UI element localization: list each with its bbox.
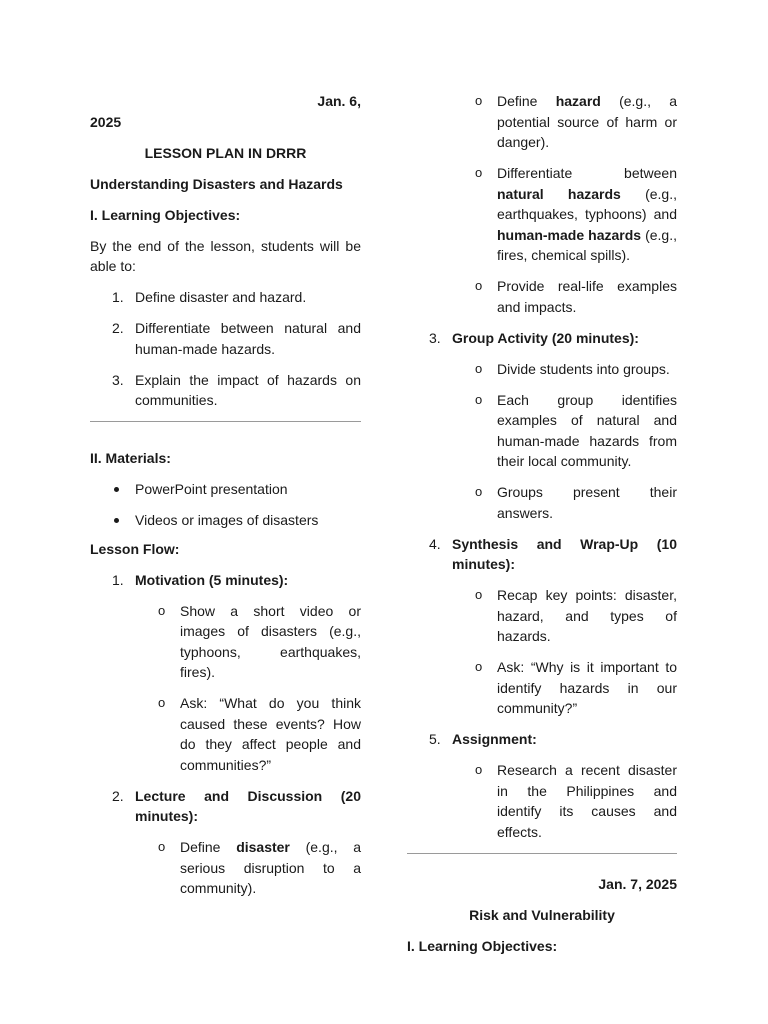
list-number: 5. xyxy=(429,731,441,747)
flow-subitem xyxy=(407,276,677,317)
term-hazard: hazard xyxy=(555,93,601,109)
flow-subitem-text: Recap key points: disaster, hazard, and types of hazards. xyxy=(497,587,677,644)
objective-item xyxy=(90,318,361,359)
circle-bullet-icon: o xyxy=(475,360,483,376)
circle-bullet-icon: o xyxy=(475,587,483,602)
circle-bullet-icon: o xyxy=(475,93,483,108)
flow-subitem-text: Differentiate between natural hazards (e.g., earthquakes, typhoons) and human-made hazards (e.g., fires, chemical spills). xyxy=(497,165,677,263)
flow-subitem xyxy=(90,693,361,775)
objective-text: Explain the impact of hazards on communities. xyxy=(135,371,361,408)
flow-subitem xyxy=(407,163,677,266)
term-natural-hazards: natural hazards xyxy=(497,185,621,202)
objectives-intro: By the end of the lesson, students will be able to: xyxy=(90,237,361,274)
lesson-topic: Risk and Vulnerability xyxy=(469,906,615,923)
flow-subitem-text: Show a short video or images of disasters (e.g., typhoons, earthquakes, fires). xyxy=(180,602,361,680)
lesson-flow-heading: Lesson Flow: xyxy=(90,540,180,557)
flow-subitem xyxy=(407,657,677,719)
left-column xyxy=(90,91,361,909)
flow-subitem xyxy=(407,760,677,842)
flow-subitem-text: Divide students into groups. xyxy=(497,360,670,377)
flow-subitem-text: Research a recent disaster in the Philippines and identify its causes and effects. xyxy=(497,762,677,840)
lesson-date: Jan. 7, 2025 xyxy=(598,875,677,892)
flow-subitem-text: Define hazard (e.g., a potential source of harm or danger). xyxy=(497,93,678,150)
list-number: 2. xyxy=(112,320,124,336)
flow-subitem-text: Provide real-life examples and impacts. xyxy=(497,278,677,315)
circle-bullet-icon: o xyxy=(158,602,166,618)
bullet-icon xyxy=(114,479,119,500)
flow-subitem-text: Ask: “What do you think caused these events? How do they affect people and communities?” xyxy=(180,695,361,773)
flow-subitem-text: Define disaster (e.g., a serious disruption to a community). xyxy=(180,839,362,896)
material-text: Videos or images of disasters xyxy=(135,512,319,528)
lesson-date: Jan. 6, xyxy=(317,93,361,109)
flow-subitem xyxy=(407,585,677,647)
flow-subitem-text: Each group identifies examples of natural and human-made hazards from their local community. xyxy=(497,391,677,469)
flow-step-title: Group Activity (20 minutes): xyxy=(452,329,639,346)
circle-bullet-icon: o xyxy=(158,695,166,710)
flow-step xyxy=(90,570,361,591)
lesson-topic: Understanding Disasters and Hazards xyxy=(90,175,343,192)
flow-step xyxy=(407,534,677,575)
flow-subitem xyxy=(90,601,361,683)
list-number: 4. xyxy=(429,535,441,552)
bullet-icon xyxy=(114,510,119,531)
flow-step-title: Assignment: xyxy=(452,731,537,747)
flow-step xyxy=(407,328,677,349)
circle-bullet-icon: o xyxy=(475,391,483,407)
objective-item xyxy=(90,287,361,308)
circle-bullet-icon: o xyxy=(158,839,166,854)
objective-item xyxy=(90,370,361,411)
term-disaster: disaster xyxy=(236,839,290,855)
flow-subitem xyxy=(407,482,677,523)
learning-objectives-heading: I. Learning Objectives: xyxy=(407,937,558,954)
objective-text: Define disaster and hazard. xyxy=(135,289,307,305)
circle-bullet-icon: o xyxy=(475,278,483,293)
circle-bullet-icon: o xyxy=(475,762,483,777)
flow-step-title: Synthesis and Wrap-Up (10 minutes): xyxy=(452,535,677,572)
circle-bullet-icon: o xyxy=(475,165,483,180)
lesson-plan-title: LESSON PLAN IN DRRR xyxy=(144,144,307,161)
flow-step xyxy=(90,786,361,827)
list-number: 3. xyxy=(112,371,124,388)
flow-subitem-text: Ask: “Why is it important to identify hazards in our community?” xyxy=(497,659,677,716)
circle-bullet-icon: o xyxy=(475,484,483,499)
materials-heading: II. Materials: xyxy=(90,450,171,466)
list-number: 2. xyxy=(112,787,124,804)
flow-subitem xyxy=(407,91,677,153)
flow-step xyxy=(407,729,677,750)
section-divider xyxy=(90,421,361,422)
material-item xyxy=(90,510,361,531)
flow-subitem xyxy=(407,359,677,380)
list-number: 1. xyxy=(112,289,124,305)
objective-text: Differentiate between natural and human-made hazards. xyxy=(135,320,361,357)
material-text: PowerPoint presentation xyxy=(135,481,288,497)
right-column xyxy=(407,91,677,967)
circle-bullet-icon: o xyxy=(475,659,483,674)
section-divider xyxy=(407,853,677,854)
term-human-made-hazards: human-made hazards xyxy=(497,226,642,243)
flow-step-title: Lecture and Discussion (20 minutes): xyxy=(135,787,361,824)
material-item xyxy=(90,479,361,500)
list-number: 1. xyxy=(112,571,124,588)
list-number: 3. xyxy=(429,329,441,346)
flow-subitem-text: Groups present their answers. xyxy=(497,484,677,521)
lesson-date-year: 2025 xyxy=(90,113,122,130)
learning-objectives-heading: I. Learning Objectives: xyxy=(90,206,241,223)
flow-subitem xyxy=(407,390,677,472)
flow-subitem xyxy=(90,837,361,899)
flow-step-title: Motivation (5 minutes): xyxy=(135,571,289,588)
